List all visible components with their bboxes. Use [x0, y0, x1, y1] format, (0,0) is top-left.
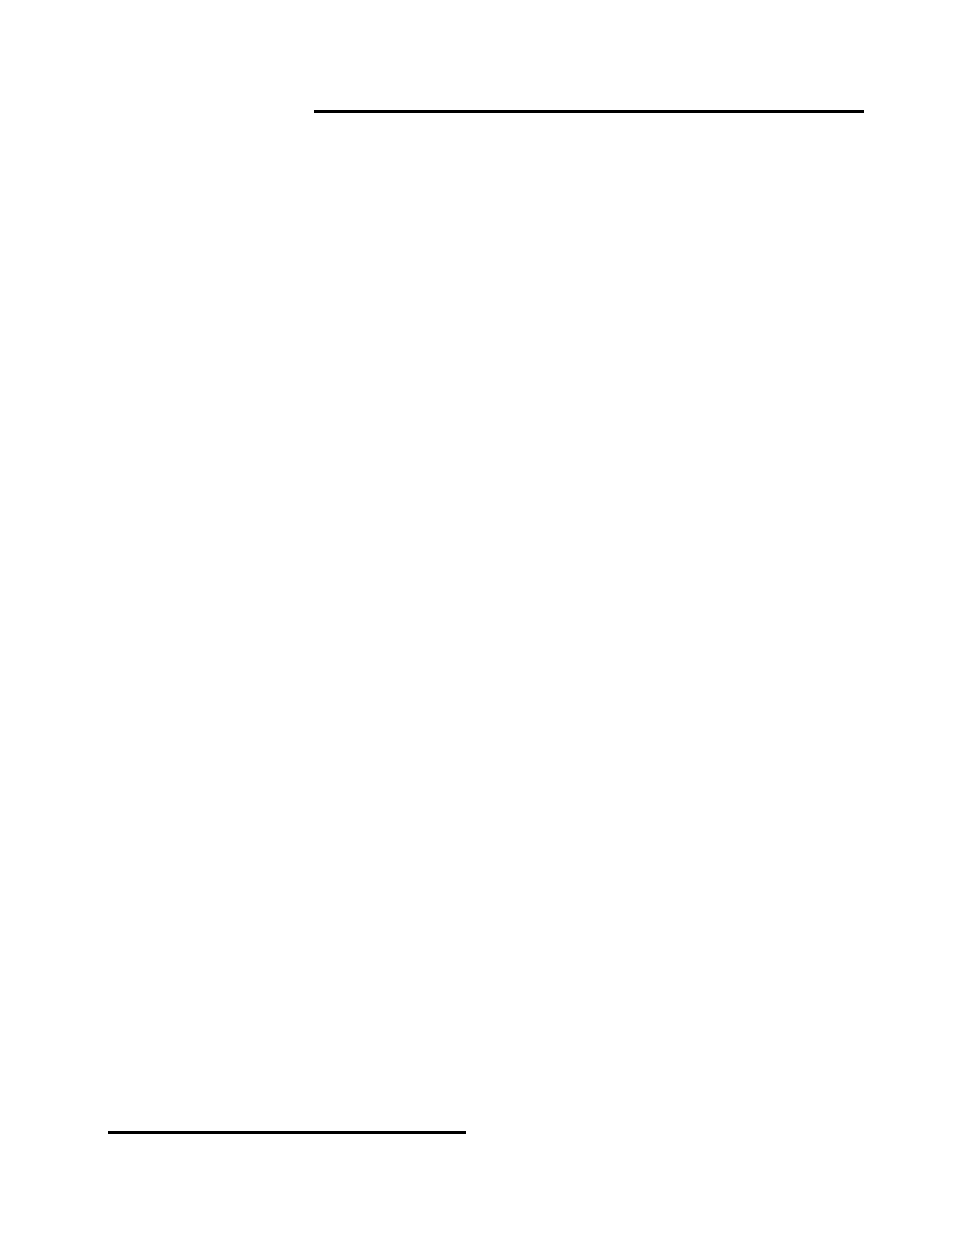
footer-rule: [108, 1131, 466, 1134]
header-rule: [314, 110, 864, 113]
